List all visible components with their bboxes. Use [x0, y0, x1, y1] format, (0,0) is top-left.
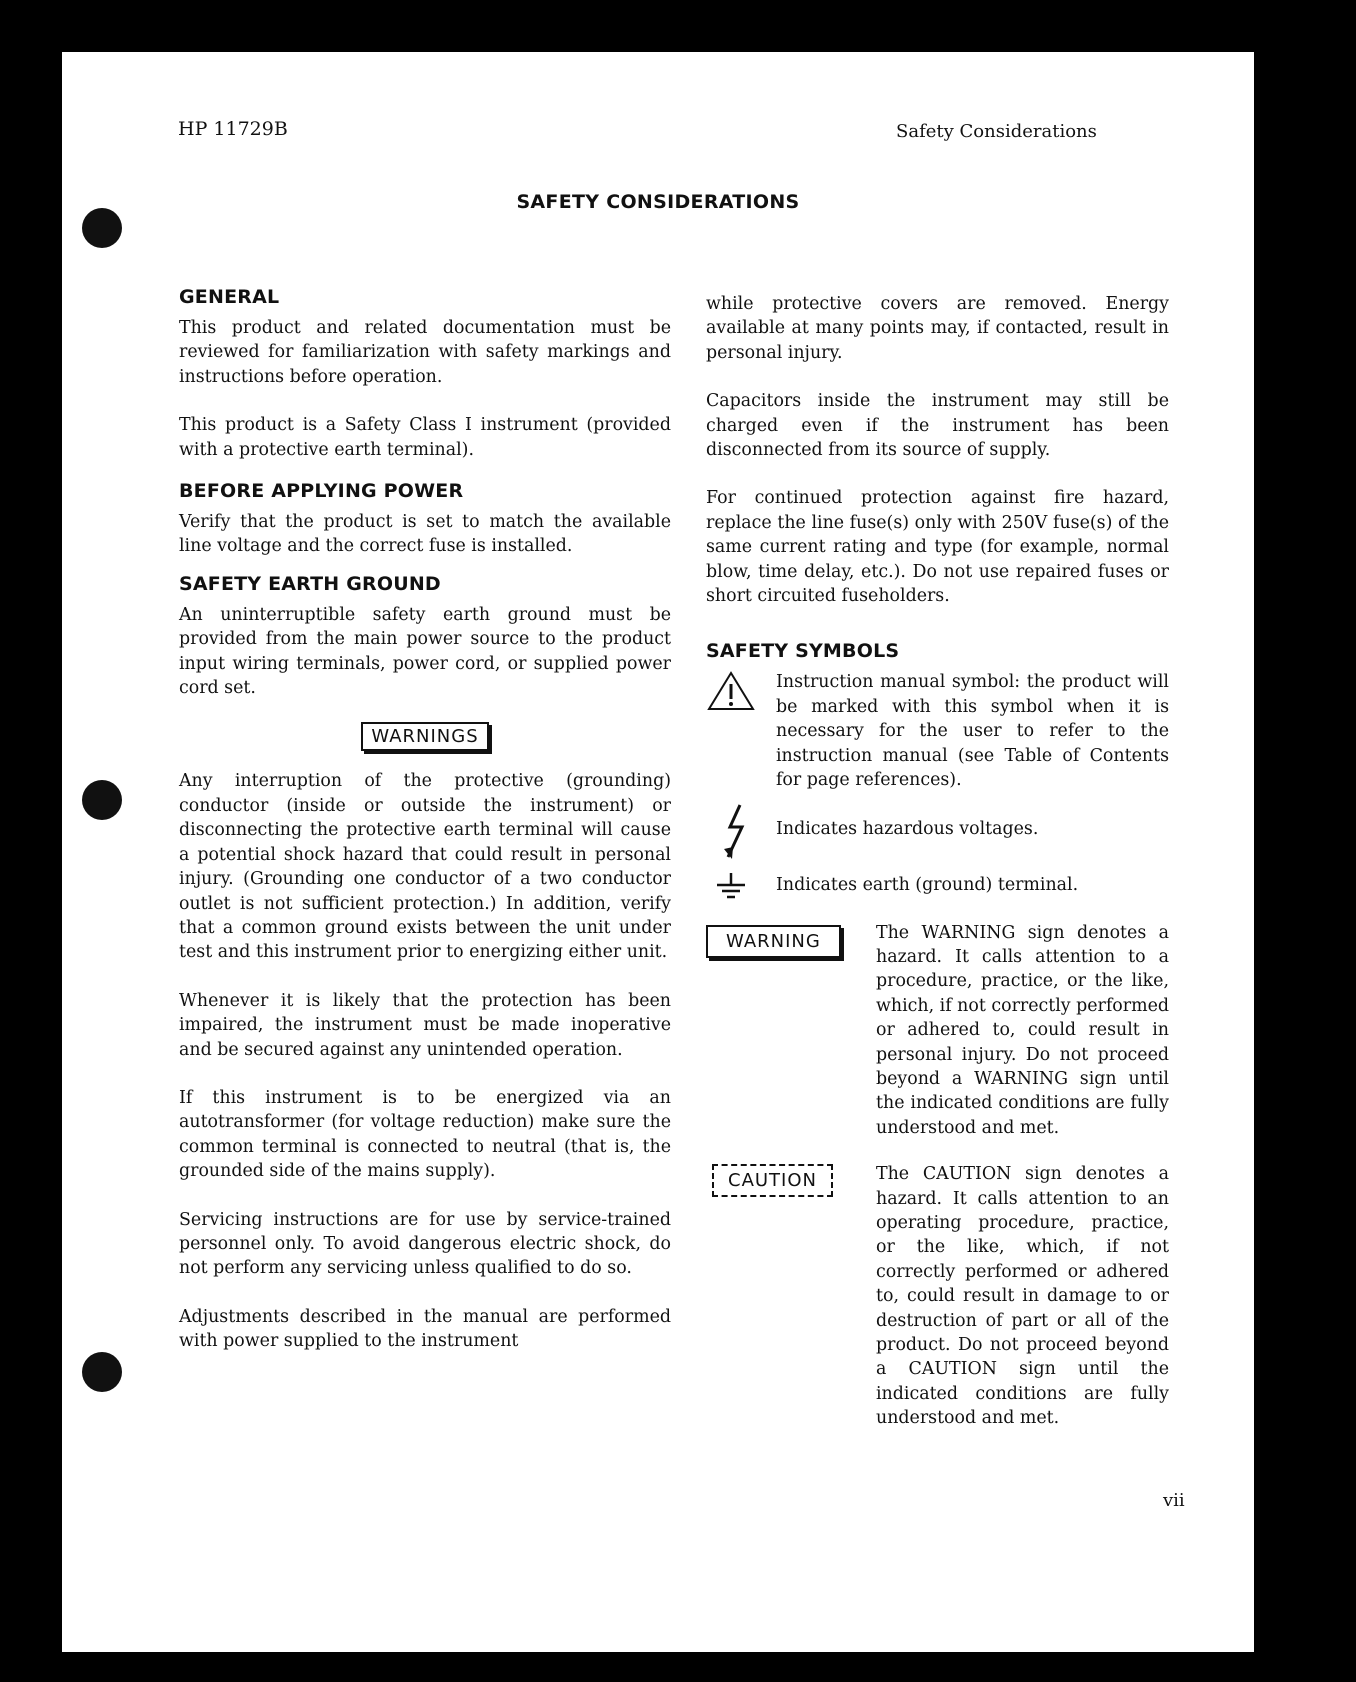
warnings-badge: WARNINGS — [361, 722, 488, 751]
symbol-voltage-text: Indicates hazardous voltages. — [776, 818, 1039, 839]
caution-sign-text: The CAUTION sign denotes a hazard. It calls attention to an operating procedure, practice, or the like, which, if not correctly performed or adhered to, could result in damage to or destruction of part or all of the product. Do not proceed beyond a CAUTION sign until the indicated conditions are fully understood and met. — [876, 1164, 1169, 1429]
warnings-paragraph: If this instrument is to be energized via an autotransformer (for voltage reduction) make sure the common terminal is connected to neutral (that is, the grounded side of the mains supply). — [179, 1087, 671, 1182]
continued-paragraph: while protective covers are removed. Energy available at many points may, if contacted, result in personal injury. — [706, 294, 1169, 363]
warnings-paragraph: Any interruption of the protective (grounding) conductor (inside or outside the instrument) or disconnecting the protective earth terminal will cause a potential shock hazard that could result in personal injury. (Grounding one conductor of a two conductor outlet is not sufficient protection.) In addition, verify that a common ground exists between the unit under test and this instrument prior to energizing either unit. — [179, 771, 671, 963]
earth-ground-icon — [706, 871, 776, 905]
fuse-paragraph: For continued protection against fire hazard, replace the line fuse(s) only with 250V fuse(s) of the same current rating and type (for example, normal blow, time delay, etc.). Do not use repaired fuses or short circuited fuseholders. — [706, 488, 1169, 607]
symbol-earth-row — [706, 871, 1169, 905]
warnings-paragraph: Adjustments described in the manual are performed with power supplied to the instrument — [179, 1306, 671, 1352]
symbol-voltage-row — [706, 803, 1169, 865]
right-column — [706, 292, 1169, 1431]
caution-badge: CAUTION — [712, 1164, 833, 1197]
page-number: vii — [1163, 1490, 1185, 1511]
warning-sign-text: The WARNING sign denotes a hazard. It calls attention to a procedure, practice, or the like, which, if not correctly performed or adhered to, could result in personal injury. Do not proceed beyond a WARNING sign until the indicated conditions are fully understood and met. — [876, 922, 1169, 1138]
general-paragraph: This product and related documentation must be reviewed for familiarization with safety markings and instructions before operation. — [179, 318, 671, 387]
general-heading: GENERAL — [179, 286, 280, 308]
before-power-heading: BEFORE APPLYING POWER — [179, 480, 464, 503]
symbol-manual-row — [706, 670, 1169, 792]
page-title: SAFETY CONSIDERATIONS — [516, 191, 800, 213]
warnings-paragraph: Servicing instructions are for use by service-trained personnel only. To avoid dangerous electric shock, do not perform any servicing unless qualified to do so. — [179, 1209, 671, 1279]
lightning-bolt-icon — [706, 803, 776, 865]
symbol-manual-text: Instruction manual symbol: the product will be marked with this symbol when it is necessary for the user to refer to the instruction manual (see Table of Contents for page references). — [776, 672, 1169, 791]
binder-hole — [82, 780, 122, 820]
warnings-paragraph: Whenever it is likely that the protection has been impaired, the instrument must be made inoperative and be secured against any unintended operation. — [179, 990, 671, 1060]
safety-symbols-heading: SAFETY SYMBOLS — [706, 640, 900, 663]
earth-ground-paragraph: An uninterruptible safety earth ground must be provided from the main power source to the product input wiring terminals, power cord, or supplied power cord set. — [179, 604, 671, 699]
general-paragraph: This product is a Safety Class I instrument (provided with a protective earth terminal). — [179, 415, 671, 460]
earth-ground-heading: SAFETY EARTH GROUND — [179, 572, 441, 595]
left-column — [179, 286, 671, 1354]
header-section: Safety Considerations — [896, 121, 1097, 142]
before-power-paragraph: Verify that the product is set to match the available line voltage and the correct fuse is installed. — [179, 512, 671, 557]
capacitors-paragraph: Capacitors inside the instrument may still be charged even if the instrument has been disconnected from its source of supply. — [706, 391, 1169, 461]
caution-sign-row — [706, 1162, 1169, 1430]
binder-hole — [82, 1352, 122, 1392]
warning-sign-row — [706, 921, 1169, 1141]
header-model: HP 11729B — [178, 118, 288, 140]
warning-badge: WARNING — [706, 925, 841, 958]
caution-triangle-icon — [706, 670, 776, 716]
symbol-earth-text: Indicates earth (ground) terminal. — [776, 874, 1079, 895]
document-page — [62, 52, 1254, 1652]
binder-hole — [82, 208, 122, 248]
